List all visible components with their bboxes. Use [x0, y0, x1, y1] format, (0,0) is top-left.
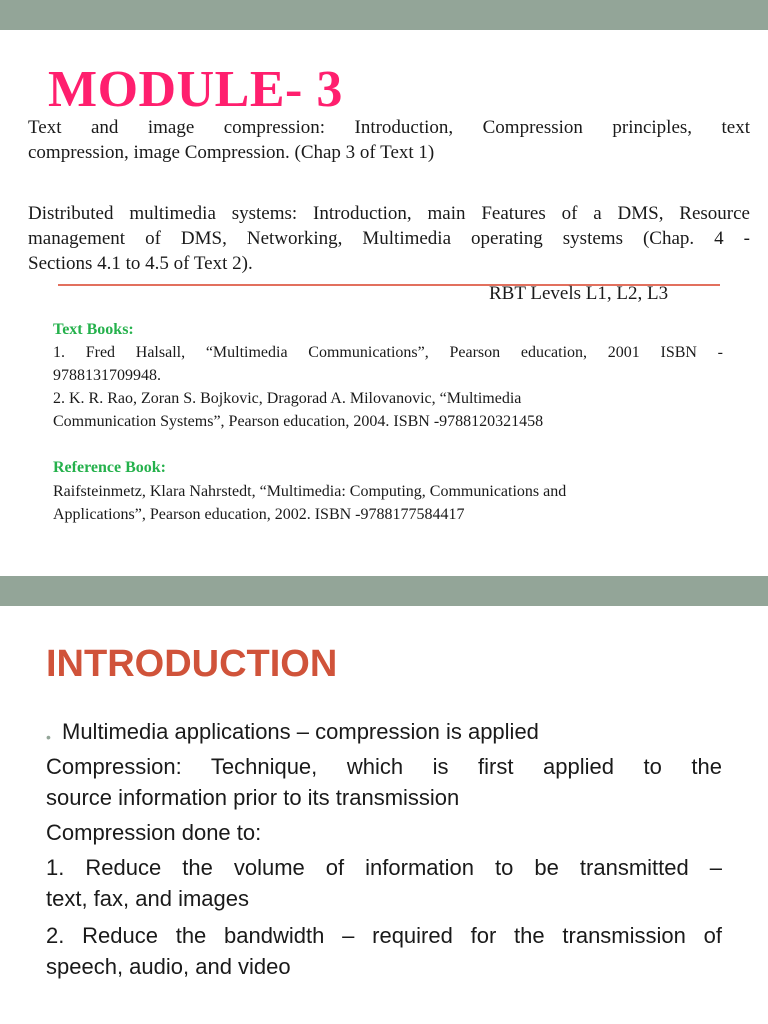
reference-book-line: Applications”, Pearson education, 2002. ISBN -9788177584417 [53, 506, 465, 523]
text-book-line: 9788131709948. [53, 367, 161, 384]
intro-line: Compression done to: [46, 820, 262, 845]
separator-band [0, 576, 768, 606]
intro-line: Multimedia applications – compression is applied [62, 719, 539, 744]
intro-line: text, fax, and images [46, 886, 249, 911]
top-band [0, 0, 768, 30]
introduction-title: INTRODUCTION [46, 643, 338, 685]
syllabus-para-2-line-3: Sections 4.1 to 4.5 of Text 2). [28, 253, 253, 274]
text-book-line: Communication Systems”, Pearson education, 2004. ISBN -9788120321458 [53, 413, 544, 430]
intro-line: speech, audio, and video [46, 954, 291, 979]
syllabus-para-1-line-2: compression, image Compression. (Chap 3 of Text 1) [28, 142, 435, 163]
intro-line: 2. Reduce the bandwidth – required for the transmission of [46, 923, 722, 948]
reference-book-heading: Reference Book: [53, 459, 166, 476]
syllabus-para-2-line-1: Distributed multimedia systems: Introduction, main Features of a DMS, Resource [28, 203, 750, 224]
intro-line: Compression: Technique, which is first applied to the [46, 754, 722, 779]
module-title: MODULE- 3 [48, 61, 343, 118]
reference-book-line: Raifsteinmetz, Klara Nahrstedt, “Multimedia: Computing, Communications and [53, 483, 567, 500]
text-book-line: 1. Fred Halsall, “Multimedia Communications”, Pearson education, 2001 ISBN - [53, 344, 723, 361]
intro-line: 1. Reduce the volume of information to be transmitted – [46, 855, 722, 880]
text-books-heading: Text Books: [53, 321, 134, 338]
text-book-line: 2. K. R. Rao, Zoran S. Bojkovic, Dragorad A. Milovanovic, “Multimedia [53, 390, 522, 407]
rbt-levels: RBT Levels L1, L2, L3 [489, 283, 669, 304]
syllabus-para-2-line-2: management of DMS, Networking, Multimedia operating systems (Chap. 4 - [28, 228, 750, 249]
intro-line: source information prior to its transmission [46, 785, 460, 810]
bullet-icon: • [46, 729, 51, 745]
syllabus-para-1-line-1: Text and image compression: Introduction, Compression principles, text [28, 117, 750, 138]
